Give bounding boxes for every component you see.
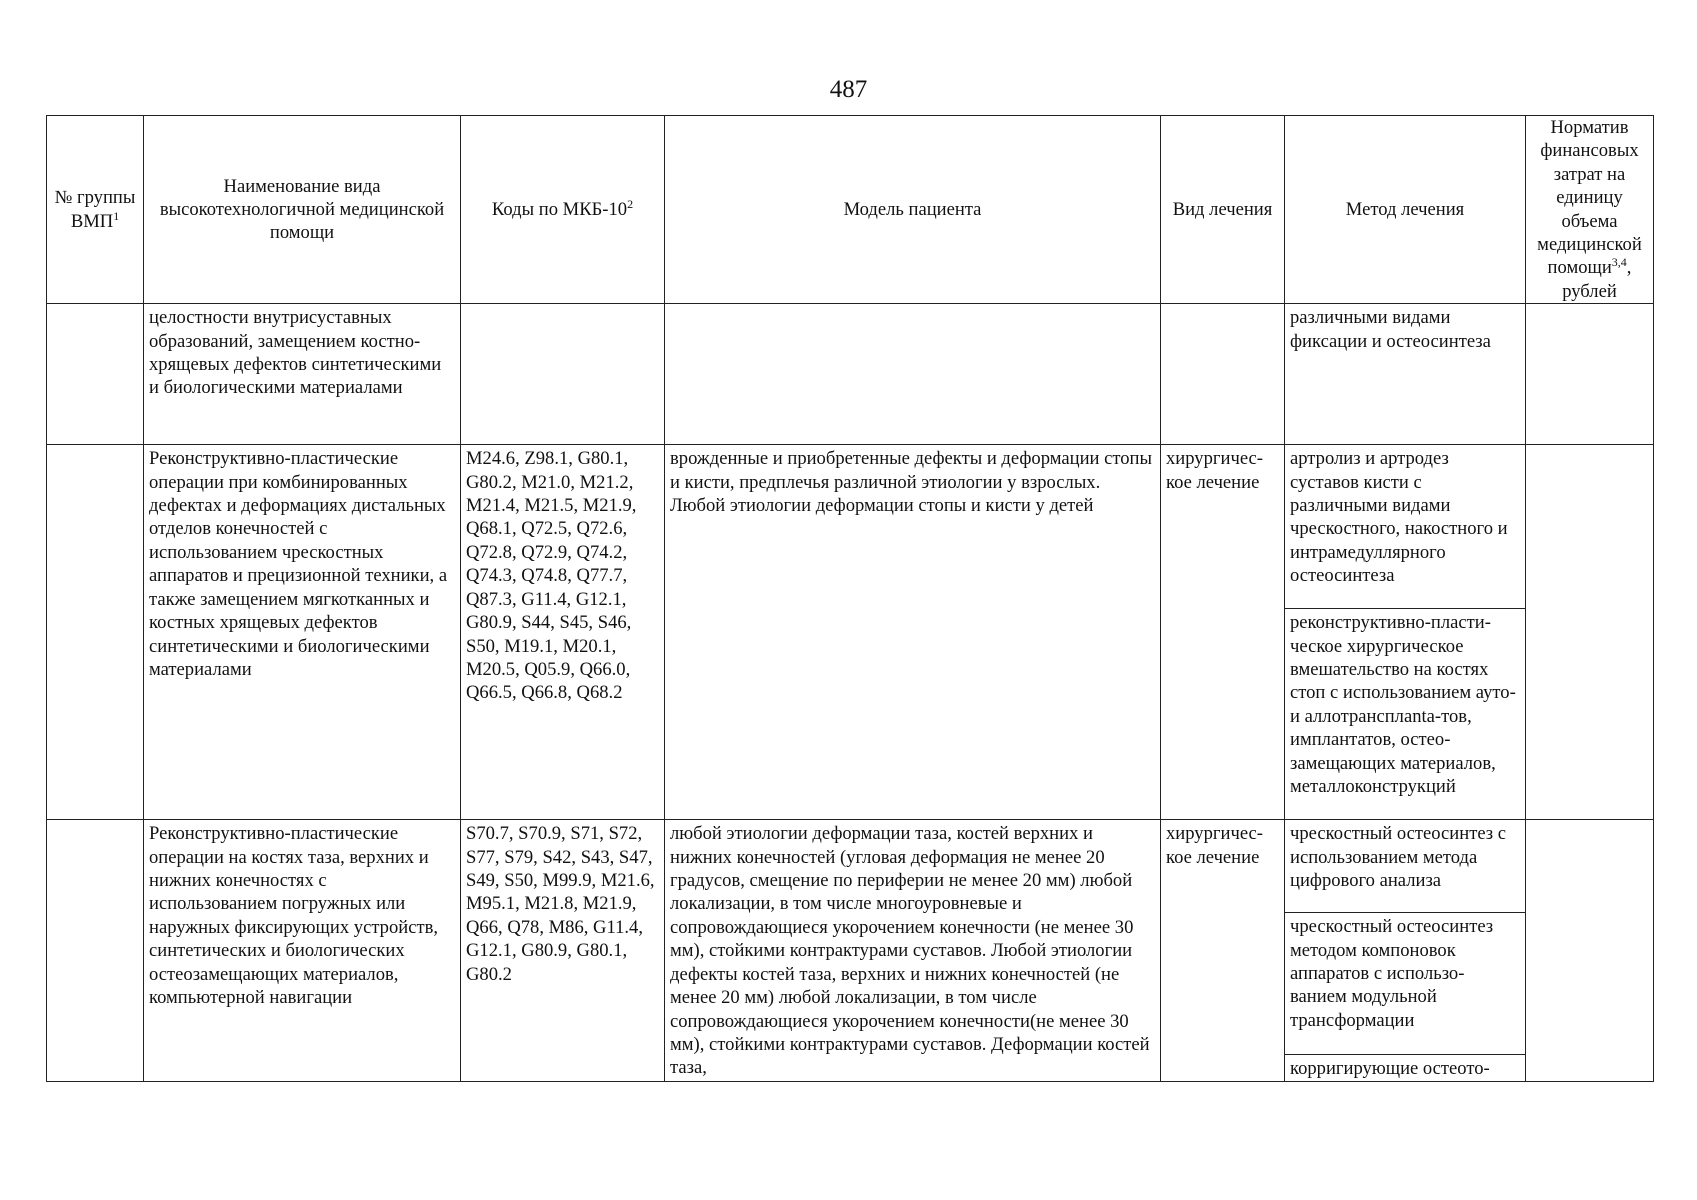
header-codes: Коды по МКБ-$10^2$ [461, 116, 665, 304]
cell-group [47, 445, 144, 820]
cell-name: Реконструктивно-пластические операции при комбинированных дефектах и деформациях дистальных отделов конечностей с использованием чрескостных аппаратов и прецизионной техники, а также замещением мягкотканных и костных хрящевых дефектов синтетическими и биологическими материалами [144, 445, 461, 820]
cell-norm [1526, 304, 1654, 445]
method-item: корригирующие остеото- [1290, 1058, 1490, 1080]
cell-treatment-type: хирургичес-кое лечение [1161, 820, 1285, 1081]
method-item: реконструктивно-пласти-ческое хирургическое вмешательство на костях стоп с использованием ауто- и аллотрансплanta-тов, имплантатов, остео-замещающих материалов, металлоконструкций [1290, 612, 1516, 798]
header-row [47, 116, 1654, 304]
cell-group [47, 820, 144, 1081]
header-model: Модель пациента [665, 116, 1161, 304]
header-group: № группы ВМП$^1$ [47, 116, 144, 304]
table-row [47, 304, 1654, 445]
cell-method [1285, 445, 1526, 820]
cell-method: различными видами фиксации и остеосинтеза [1285, 304, 1526, 445]
cell-model: любой этиологии деформации таза, костей верхних и нижних конечностей (угловая деформация не менее 20 градусов, смещение по периферии не менее 20 мм) любой локализации, в том числе многоуровневые и сопровождающиеся укорочением конечности (не менее 30 мм), стойкими контрактурами суставов. Любой этиологии дефекты костей таза, верхних и нижних конечностей (не менее 20 мм) любой локализации, в том числе сопровождающиеся укорочением конечности(не менее 30 мм), стойкими контрактурами суставов. Деформации костей таза, [665, 820, 1161, 1081]
cell-codes [461, 304, 665, 445]
cell-model: врожденные и приобретенные дефекты и деформации стопы и кисти, предплечья различной этиологии у взрослых. Любой этиологии деформации стопы и кисти у детей [665, 445, 1161, 820]
page-number: 487 [829, 76, 868, 103]
cell-treatment-type [1161, 304, 1285, 445]
cell-method [1285, 820, 1526, 1081]
cell-codes: S70.7, S70.9, S71, S72, S77, S79, S42, S43, S47, S49, S50, M99.9, M21.6, M95.1, M21.8, M21.9, Q66, Q78, M86, G11.4, G12.1, G80.9, G80.1, G80.2 [461, 820, 665, 1081]
method-item: артролиз и артродез суставов кисти с различными видами чрескостного, накостного и интрамедуллярного остеосинтеза [1285, 445, 1525, 609]
table-row [47, 445, 1654, 820]
cell-name: Реконструктивно-пластические операции на костях таза, верхних и нижних конечностях с использованием погружных или наружных фиксирующих устройств, синтетических и биологических остеозамещающих материалов, компьютерной навигации [144, 820, 461, 1081]
header-method: Метод лечения [1285, 116, 1526, 304]
cell-codes: M24.6, Z98.1, G80.1, G80.2, M21.0, M21.2, M21.4, M21.5, M21.9, Q68.1, Q72.5, Q72.6, Q72.8, Q72.9, Q74.2, Q74.3, Q74.8, Q77.7, Q87.3, G11.4, G12.1, G80.9, S44, S45, S46, S50, M19.1, M20.1, M20.5, Q05.9, Q66.0, Q66.5, Q66.8, Q68.2 [461, 445, 665, 820]
method-item: чрескостный остеосинтез с использованием метода цифрового анализа [1285, 820, 1525, 913]
cell-name: целостности внутрисуставных образований, замещением костно-хрящевых дефектов синтетическими и биологическими материалами [144, 304, 461, 445]
cell-model [665, 304, 1161, 445]
header-treatment-type: Вид лечения [1161, 116, 1285, 304]
cell-treatment-type: хирургичес-кое лечение [1161, 445, 1285, 820]
header-norm: Норматив финансовых затрат на единицу объема медицинской помощи$^{3,4}$, рублей [1526, 116, 1654, 304]
table-row [47, 820, 1654, 1081]
vmp-table [46, 115, 1654, 1082]
header-name: Наименование вида высокотехнологичной медицинской помощи [144, 116, 461, 304]
cell-norm [1526, 445, 1654, 820]
method-item: чрескостный остеосинтез методом компоновок аппаратов с использо-ванием модульной трансформации [1285, 913, 1525, 1055]
cell-group [47, 304, 144, 445]
cell-norm [1526, 820, 1654, 1081]
